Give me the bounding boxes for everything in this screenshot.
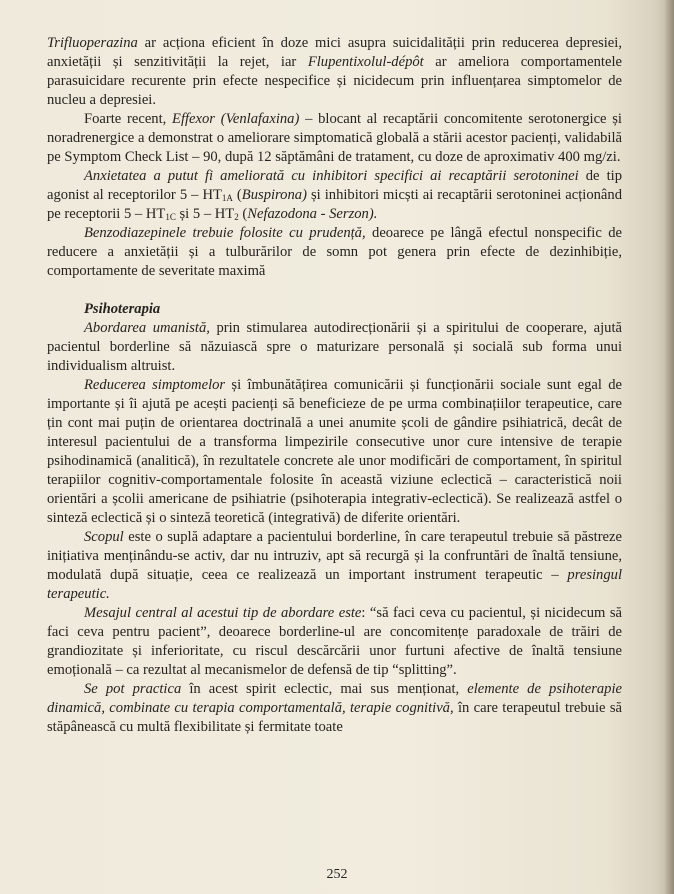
page-binding-shadow — [664, 0, 674, 894]
paragraph-text: și 5 – HT — [175, 206, 235, 222]
paragraph-lead: Mesajul central al acestui tip de abordare este — [84, 605, 362, 621]
paragraph-abordarea — [47, 319, 622, 376]
drug-name: Flupentixolul-dépôt — [307, 54, 424, 70]
paragraph-text: de tip agonist al receptorilor 5 – HT — [47, 168, 622, 203]
paragraph-text: ( — [232, 187, 242, 203]
paragraph-benzodiazepine — [47, 224, 622, 281]
page-number: 252 — [326, 867, 348, 882]
paragraph-text: Foarte recent, — [84, 111, 173, 127]
receptor-subscript: 1C — [165, 212, 176, 222]
paragraph-text: – blocant al recaptării concomitente serotonergice și noradrenergice a demonstrat o ameliorare simptomatică globală a stării acestor pacienți, validabilă pe Symptom Check List – 90, după 12 săptămâni de tratament, cu doze de aproximativ 400 mg/zi. — [47, 111, 622, 165]
paragraph-lead: Abordarea umanistă, — [84, 320, 210, 336]
paragraph-term: presingul terapeutic. — [47, 567, 622, 602]
page-body — [47, 34, 622, 737]
paragraph-text: și îmbunătățirea comunicării și funcționării sociale sunt egal de importante și îi ajută pe acești pacienți să beneficieze de pe urma combinațiilor terapeutice, care țin cont mai puțin de orientarea doctrinală a unei anumite școli de gândire psihiatrică, decât de interesul pacientului de a transforma limpezirile consecutive unor cure intensive de terapie psihodinamică (analitică), în rezultatele concrete ale unor modificări de comportament, în spiritul terapiilor cognitiv-comportamentale folosite în această viziune eclectică – caracteristică noii orientări a școlii americane de psihiatrie (psihoterapia integrativ-eclectică). Se realizează astfel o sinteză eclectică și o sinteză teoretică (integrativă) de diferite orientări. — [47, 377, 622, 526]
receptor-subscript: 1A — [221, 193, 233, 203]
paragraph-practica — [47, 680, 622, 737]
paragraph-text: ( — [238, 206, 248, 222]
paragraph-text: este o suplă adaptare a pacientului borderline, în care terapeutul trebuie să păstreze inițiativa menținându-se activ, dar nu intruziv, apt să recurgă și la confruntări de înaltă tensiune, modulată după situație, ceea ce realizează un important instrument terapeutic – — [47, 529, 622, 583]
paragraph-reducerea — [47, 376, 622, 528]
paragraph-text: deoarece pe lângă efectul nonspecific de reducere a anxietății și a tulburărilor de somn pot genera prin efecte de dezinhibiție, comportamente de severitate maximă — [47, 225, 622, 279]
paragraph-text: în acest spirit eclectic, mai sus menționat, — [181, 681, 468, 697]
paragraph-anxietatea — [47, 167, 622, 224]
drug-name: Buspirona) — [241, 187, 307, 203]
paragraph-text: ar ameliora comportamentele parasuicidare recurente prin efecte nespecifice și nicidecum prin influențarea simptomelor de nucleu a depresiei. — [47, 54, 622, 108]
receptor-subscript: 2 — [234, 212, 239, 222]
paragraph-text: și inhibitori micști ai recaptării serotoninei acționând pe receptorii 5 – HT — [47, 187, 622, 222]
paragraph-trifluoperazina — [47, 34, 622, 110]
paragraph-lead: Scopul — [84, 529, 124, 545]
drug-name: Effexor (Venlafaxina) — [172, 111, 300, 127]
paragraph-term: elemente de psihoterapie dinamică, combinate cu terapia comportamentală, terapie cognitivă, — [47, 681, 623, 716]
paragraph-text: prin stimularea autodirecționării și a spiritului de cooperare, ajută pacientul borderline să năzuiască spre o maturizare personală și socială sub forma unui individualism altruist. — [47, 320, 622, 374]
paragraph-text: ar acționa eficient în doze mici asupra suicidalității prin reducerea depresiei, anxietății și senzitivității la rejet, iar — [47, 35, 622, 70]
drug-name: Nefazodona - Serzon). — [247, 206, 378, 222]
paragraph-effexor — [47, 110, 622, 167]
drug-name: Trifluoperazina — [47, 35, 138, 51]
paragraph-lead: Anxietatea a putut fi ameliorată cu inhibitori specifici ai recaptării serotoninei — [84, 168, 579, 184]
paragraph-text: în care terapeutul trebuie să stăpânească cu multă flexibilitate și fermitate toate — [47, 700, 622, 735]
paragraph-text: : “să faci ceva cu pacientul, și nicidecum să faci ceva pentru pacient”, deoarece borderline-ul are concomitențe paradoxale de trăiri de grandiozitate și inferioritate, cu riscul descărcării unor furtuni afective de înaltă tensiune emoțională – ca rezultat al mecanismelor de defensă de tip “splitting”. — [47, 605, 622, 678]
paragraph-lead: Se pot practica — [84, 681, 182, 697]
paragraph-lead: Benzodiazepinele trebuie folosite cu prudență, — [84, 225, 366, 241]
paragraph-mesajul — [47, 604, 622, 680]
paragraph-lead: Reducerea simptomelor — [84, 377, 226, 393]
section-heading: Psihoterapia — [84, 301, 161, 317]
paragraph-scopul — [47, 528, 622, 604]
